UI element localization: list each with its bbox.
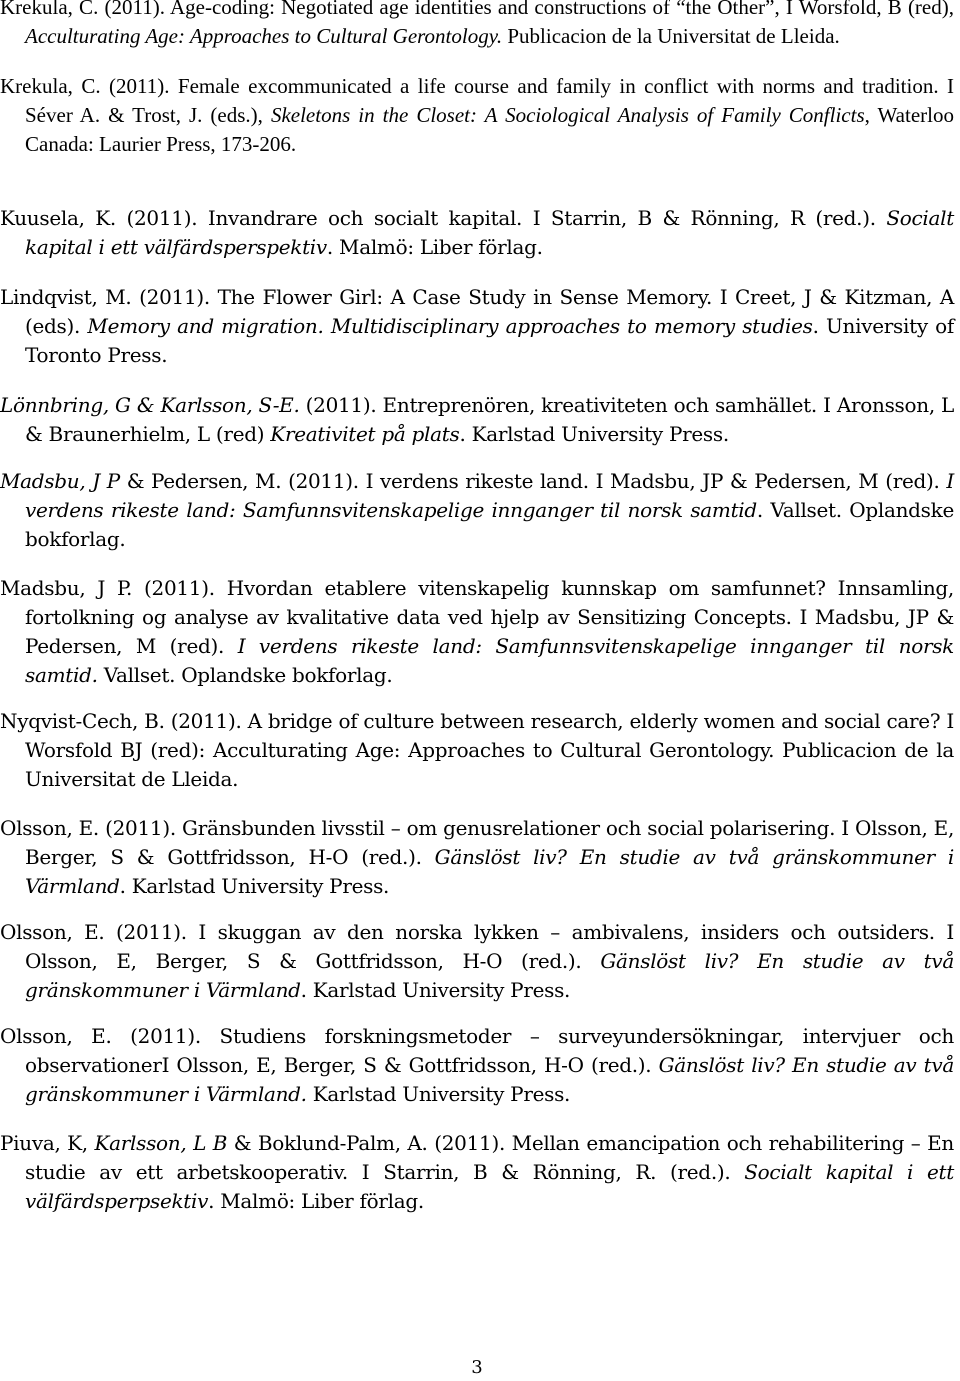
reference-text: Krekula, C. (2011). Age-coding: Negotiated age identities and constructions of “the Other”, I Worsfold, B (red),: [0, 0, 954, 19]
reference-title-italic: Gänslöst liv? En studie av två gränskommuner i Värmland: [25, 949, 954, 1002]
reference-entry: [0, 0, 954, 51]
reference-entry: [0, 72, 954, 159]
reference-text: . Karlstad University Press.: [300, 978, 571, 1002]
reference-title-italic: Kreativitet på plats: [270, 422, 460, 446]
reference-text: . Malmö: Liber förlag.: [208, 1189, 424, 1213]
reference-text: Vallset. Oplandske bokforlag.: [97, 663, 393, 687]
reference-text: Kuusela, K. (2011). Invandrare och socialt kapital. I Starrin, B & Rönning, R (red.).: [0, 206, 887, 230]
reference-text: . Malmö: Liber förlag.: [326, 235, 543, 259]
reference-text: Lindqvist, M. (2011). The Flower Girl: A Case Study in Sense Memory. I Creet, J & Kitzman, A (eds).: [0, 285, 954, 338]
reference-title-italic: Memory and migration. Multidisciplinary approaches to memory studies: [87, 314, 813, 338]
reference-text: Publicacion de la Universitat de Lleida.: [502, 24, 840, 48]
page-number: 3: [471, 1357, 483, 1378]
reference-text: & Boklund-Palm, A. (2011). Mellan emancipation och rehabilitering – En studie av ett arbetskooperativ. I Starrin, B & Rönning, R. (red.).: [25, 1131, 954, 1184]
reference-title-italic: Socialt kapital i ett välfärdsperspektiv: [25, 206, 954, 259]
reference-entry: [0, 391, 954, 449]
reference-text: , Waterloo Canada: Laurier Press, 173-206.: [25, 103, 954, 156]
reference-title-italic: Lönnbring, G & Karlsson, S-E.: [0, 393, 300, 417]
reference-text: Madsbu, J P. (2011). Hvordan etablere vitenskapelig kunnskap om samfunnet? Innsamling, fortolkning og analyse av kvalitative data ved hjelp av Sensitizing Concepts. I Madsbu, JP & Pedersen, M (red).: [0, 576, 954, 658]
reference-text: Olsson, E. (2011). I skuggan av den norska lykken – ambivalens, insiders och outsiders. I Olsson, E, Berger, S & Gottfridsson, H-O (red.).: [0, 920, 954, 973]
reference-text: Krekula, C. (2011). Female excommunicated a life course and family in conflict with norms and tradition. I Séver A. & Trost, J. (eds.),: [0, 74, 954, 127]
reference-text: Olsson, E. (2011). Gränsbunden livsstil – om genusrelationer och social polarisering. I Olsson, E, Berger, S & Gottfridsson, H-O (red.).: [0, 816, 954, 869]
reference-text: . Karlstad University Press.: [459, 422, 729, 446]
reference-entry: [0, 1129, 954, 1216]
reference-title-italic: Karlsson, L B: [94, 1131, 228, 1155]
reference-entry: [0, 918, 954, 1005]
reference-entry: [0, 1022, 954, 1109]
reference-text: Olsson, E. (2011). Studiens forskningsmetoder – surveyundersökningar, intervjuer och observationerI Olsson, E, Berger, S & Gottfridsson, H-O (red.).: [0, 1024, 954, 1077]
reference-entry: [0, 204, 954, 262]
reference-entry: [0, 467, 954, 554]
reference-text: . University of Toronto Press.: [25, 314, 954, 367]
reference-entry: [0, 707, 954, 794]
reference-text: . Karlstad University Press.: [119, 874, 390, 898]
reference-title-italic: Gänslöst liv? En studie av två gränskommuner i Värmland.: [25, 1053, 954, 1106]
reference-title-italic: I verdens rikeste land: Samfunnsvitenskapelige innganger til norsk samtid.: [25, 634, 954, 687]
reference-text: Piuva, K,: [0, 1131, 95, 1155]
reference-entry: [0, 574, 954, 690]
reference-text: . Vallset. Oplandske bokforlag.: [25, 498, 954, 551]
reference-entry: [0, 283, 954, 370]
reference-title-italic: I verdens rikeste land: Samfunnsvitenskapelige innganger til norsk samtid: [25, 469, 954, 522]
reference-text: Nyqvist-Cech, B. (2011). A bridge of culture between research, elderly women and social care? I Worsfold BJ (red): Acculturating Age: Approaches to Cultural Gerontology. Publicacion de la Universitat de Lleida.: [0, 709, 954, 791]
reference-title-italic: Madsbu, J P: [0, 469, 120, 493]
reference-text: (2011). Entreprenören, kreativiteten och samhället. I Aronsson, L & Braunerhielm, L (red): [25, 393, 954, 446]
reference-title-italic: Skeletons in the Closet: A Sociological Analysis of Family Conflicts: [270, 103, 865, 127]
reference-title-italic: Gänslöst liv? En studie av två gränskommuner i Värmland: [25, 845, 954, 898]
reference-title-italic: Acculturating Age: Approaches to Cultural Gerontology.: [25, 24, 503, 48]
reference-text: & Pedersen, M. (2011). I verdens rikeste land. I Madsbu, JP & Pedersen, M (red).: [119, 469, 947, 493]
reference-text: Karlstad University Press.: [306, 1082, 571, 1106]
reference-entry: [0, 814, 954, 901]
reference-title-italic: Socialt kapital i ett välfärdsperpsektiv: [25, 1160, 954, 1213]
